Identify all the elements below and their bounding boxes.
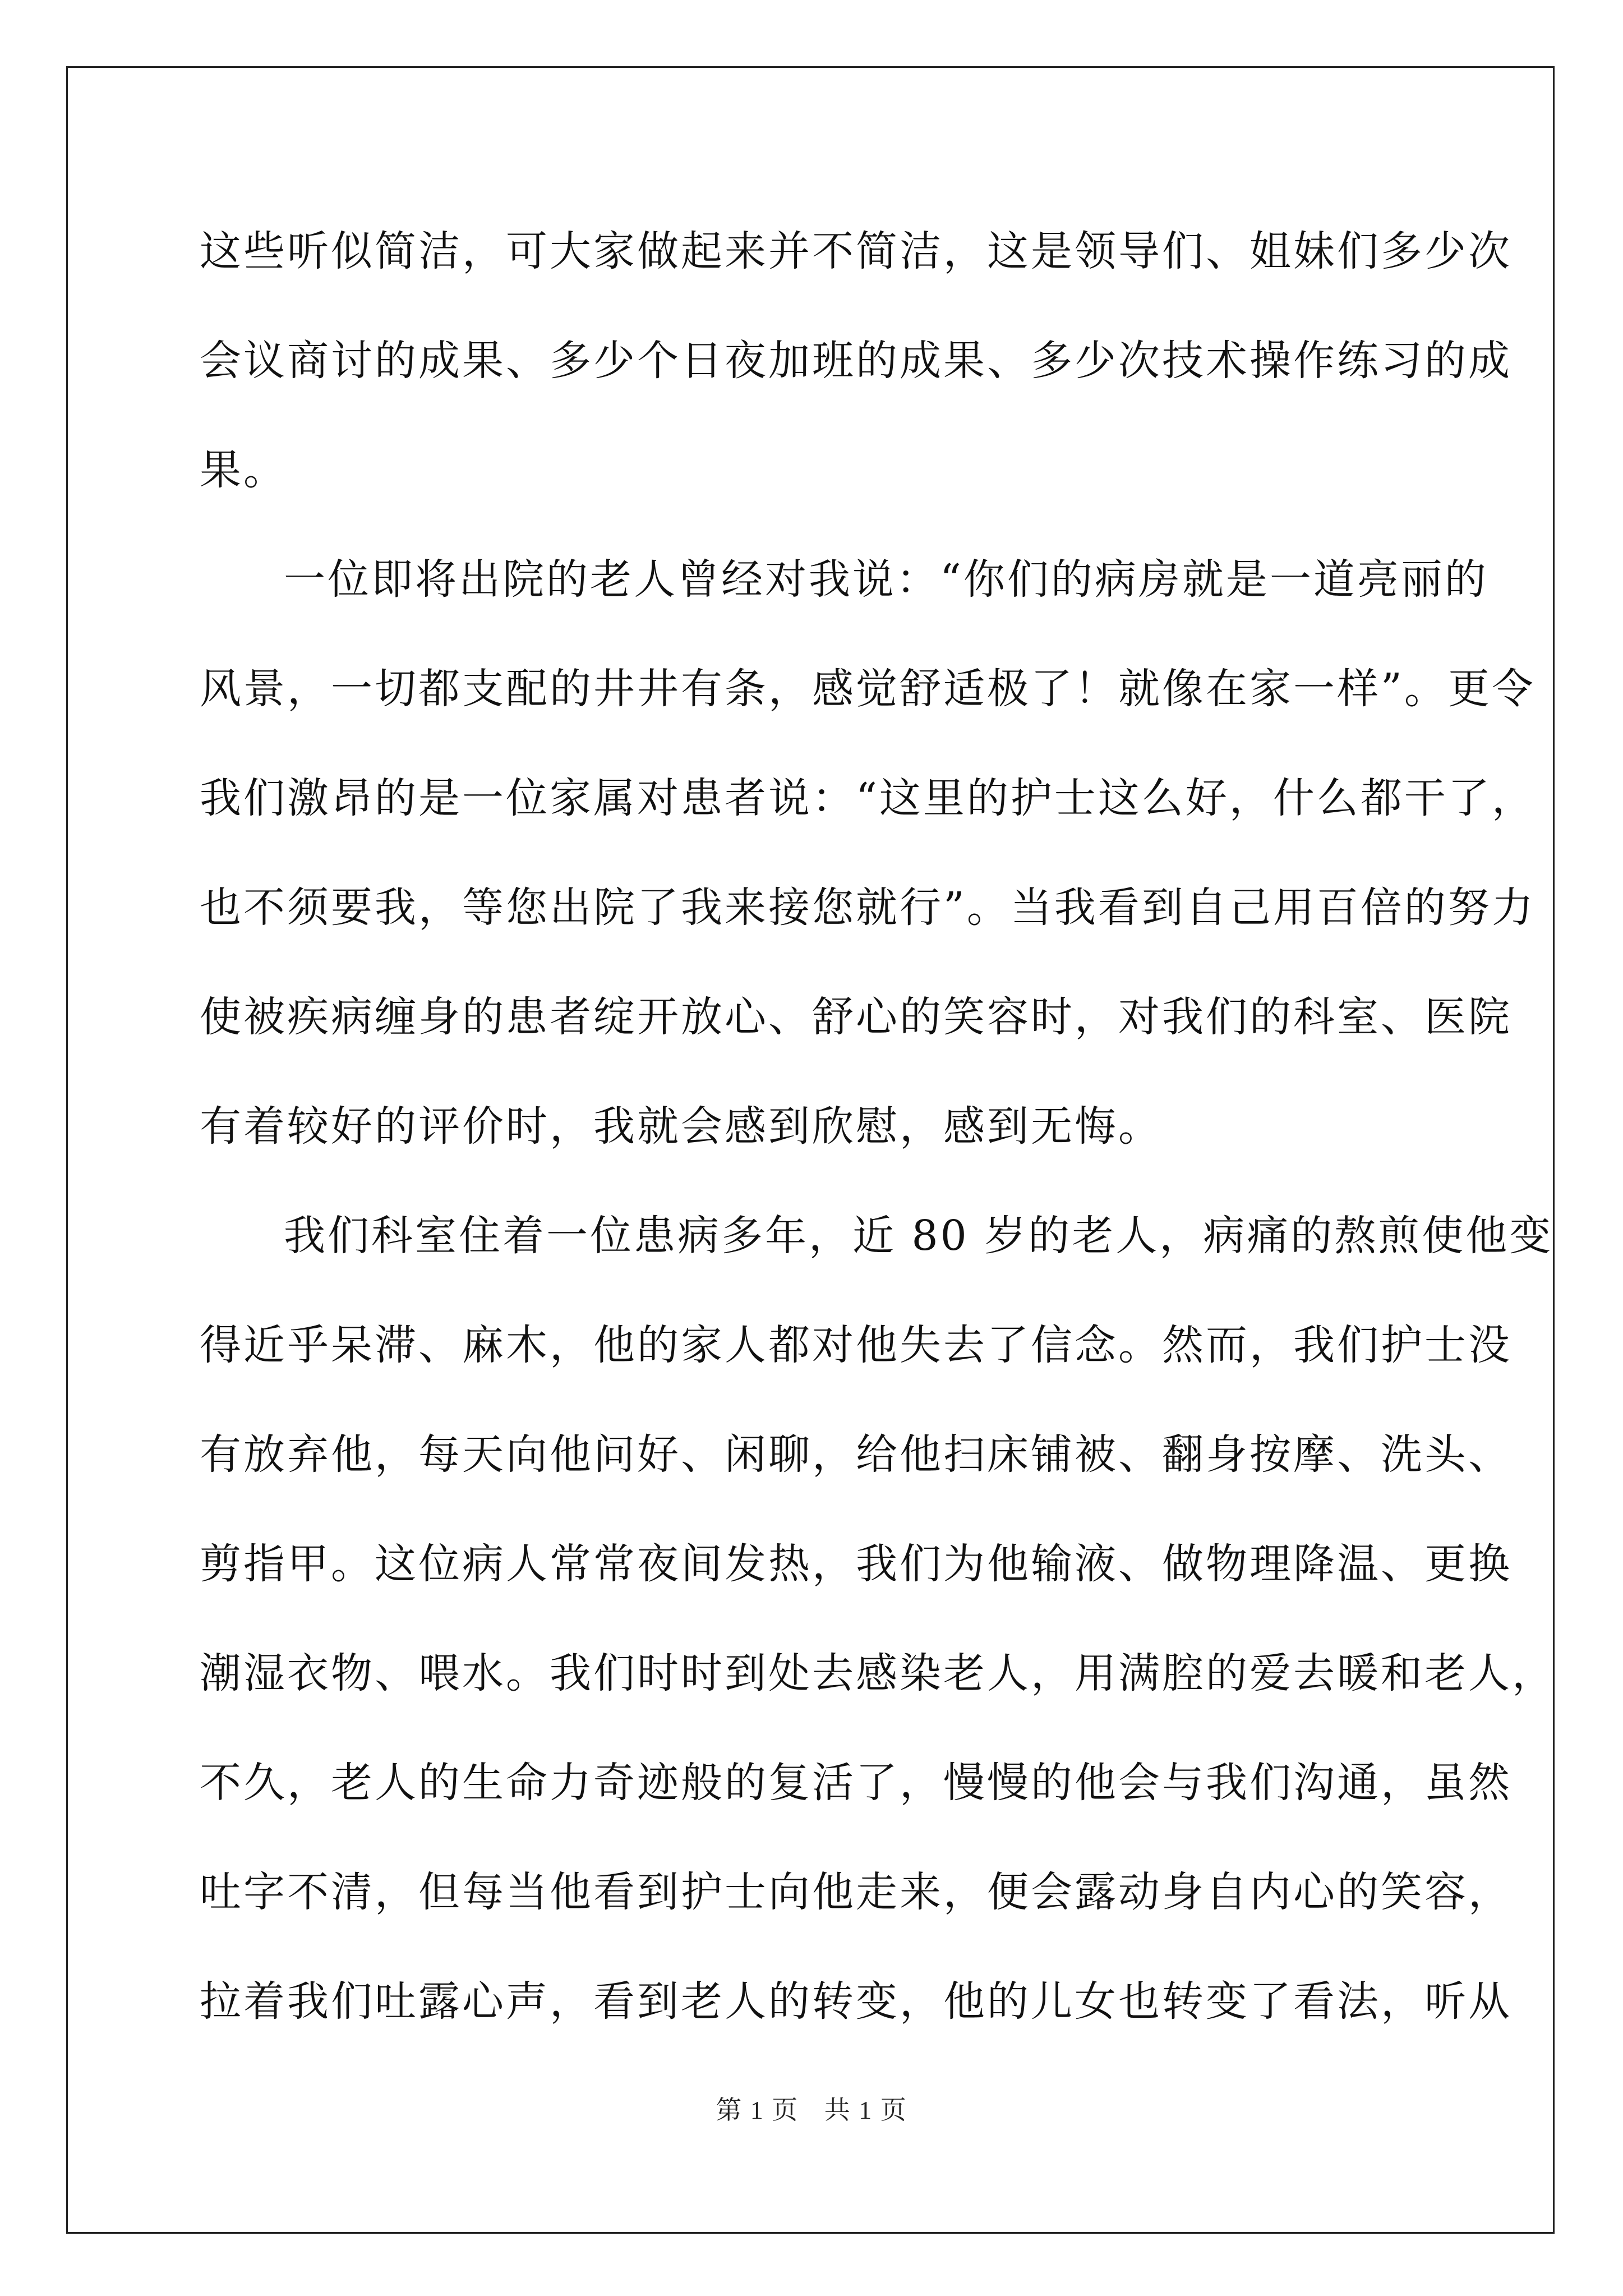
text-line: 这些听似简洁，可大家做起来并不简洁，这是领导们、姐妹们多少次 bbox=[200, 227, 1512, 275]
text-line: 果。 bbox=[200, 446, 287, 494]
text-line: 我们科室住着一位患病多年，近 80 岁的老人，病痛的熬煎使他变 bbox=[284, 1212, 1553, 1260]
text-line: 使被疾病缠身的患者绽开放心、舒心的笑容时，对我们的科室、医院 bbox=[200, 993, 1512, 1041]
text-line: 潮湿衣物、喂水。我们时时到处去感染老人，用满腔的爱去暖和老人， bbox=[200, 1649, 1556, 1697]
text-line: 不久，老人的生命力奇迹般的复活了，慢慢的他会与我们沟通，虽然 bbox=[200, 1759, 1512, 1807]
document-body bbox=[200, 218, 1556, 2077]
page-total: 共 1 页 bbox=[824, 2096, 907, 2124]
text-line: 会议商讨的成果、多少个日夜加班的成果、多少次技术操作练习的成 bbox=[200, 337, 1512, 385]
text-line: 一位即将出院的老人曾经对我说：“你们的病房就是一道亮丽的 bbox=[284, 555, 1488, 604]
text-line: 剪指甲。这位病人常常夜间发热，我们为他输液、做物理降温、更换 bbox=[200, 1540, 1512, 1588]
page-number: 第 1 页 bbox=[716, 2096, 799, 2124]
text-line: 有着较好的评价时，我就会感到欣慰，感到无悔。 bbox=[200, 1102, 1162, 1151]
text-line: 风景，一切都支配的井井有条，感觉舒适极了！就像在家一样”。更令 bbox=[200, 665, 1536, 713]
text-line: 吐字不清，但每当他看到护士向他走来，便会露动身自内心的笑容， bbox=[200, 1868, 1512, 1916]
text-line: 有放弃他，每天向他问好、闲聊，给他扫床铺被、翻身按摩、洗头、 bbox=[200, 1430, 1512, 1479]
text-line: 我们激昂的是一位家属对患者说：“这里的护士这么好，什么都干了， bbox=[200, 774, 1536, 822]
page-footer bbox=[0, 2090, 1623, 2127]
text-line: 也不须要我，等您出院了我来接您就行”。当我看到自己用百倍的努力 bbox=[200, 884, 1536, 932]
text-line: 拉着我们吐露心声，看到老人的转变，他的儿女也转变了看法，听从 bbox=[200, 1977, 1512, 2026]
text-line: 得近乎呆滞、麻木，他的家人都对他失去了信念。然而，我们护士没 bbox=[200, 1321, 1512, 1369]
